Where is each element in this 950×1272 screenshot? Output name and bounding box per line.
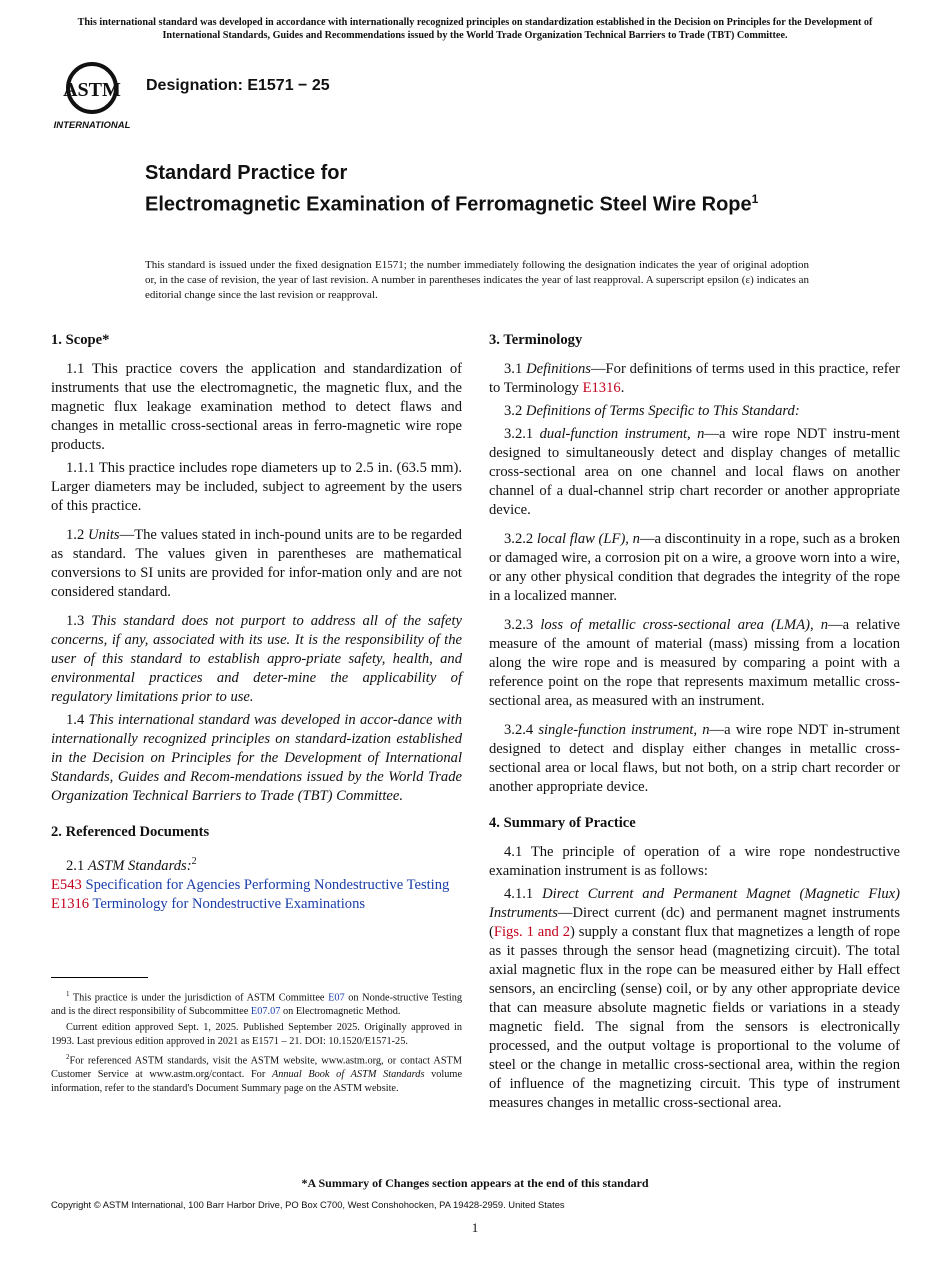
ref-link-e1316[interactable]: E1316 Terminology for Nondestructive Examinations [51,895,366,912]
document-title [145,160,905,218]
link-e07[interactable]: E07 [328,992,345,1004]
footnote-divider [51,977,148,978]
para-4-1-1: 4.1.1 Direct Current and Permanent Magnet (Magnetic Flux) Instruments—Direct current (dc) and permanent magnet instruments (Figs. 1 and 2) supply a constant flux that magnetizes a length of rope as it passes through the sensor head (magnetizing circuit). The total axial magnetic flux in the rope can be measured either by Hall effect sensors, an encircling (sense) coil, or by any other appropriate device that can measure absolute magnetic fields or variations in a steady magnetic field. The signal from the sensors is electronically processed, and the output voltage is proportional to the volume of steel or the change in metallic cross-sectional area, within the region of influence of the magnetizing circuit. This type of instrument measures changes in metallic cross-sectional area. [489,886,900,1111]
copyright: Copyright © ASTM International, 100 Barr Harbor Drive, PO Box C700, West Conshohocken, PA 19428-2959. United States [51,1199,565,1210]
footnote-edition: Current edition approved Sept. 1, 2025. Published September 2025. Originally approved in 1993. Last previous edition approved in 2021 as E1571 – 21. DOI: 10.1520/E1571-25. [51,1022,462,1047]
para-3-2: 3.2 Definitions of Terms Specific to This Standard: [504,403,800,419]
title-line1: Standard Practice for [145,162,348,184]
page-number: 1 [471,1220,479,1235]
para-1-1: 1.1 This practice covers the application and standardization of instruments that use the electromagnetic, the magnetic flux, and the magnetic flux leakage examination method to detect flaws and changes in metallic cross-sectional areas in ferro-magnetic wire rope products. [51,361,462,453]
left-column [51,330,462,914]
para-1-3: 1.3 This standard does not purport to address all of the safety concerns, if any, associated with its use. It is the responsibility of the user of this standard to establish appro-priate safety, health, and environmental practices and deter-mine the applicability of regulatory limitations prior to use. [51,613,462,705]
title-footnote-ref[interactable]: 1 [751,192,759,206]
summary-of-changes-note: *A Summary of Changes section appears at the end of this standard [301,1176,649,1190]
logo-mark: ASTM [63,79,121,101]
section-heading-scope: 1. Scope* [51,332,110,348]
para-3-2-2: 3.2.2 local flaw (LF), n—a discontinuity in a rope, such as a broken or damaged wire, a corrosion pit on a wire, a groove worn into a wire, or any other physical condition that degrades the integrity of the rope in a localized manner. [489,531,900,604]
para-1-1-1: 1.1.1 This practice includes rope diameters up to 2.5 in. (63.5 mm). Larger diameters may be included, subject to agreement by the users of this practice. [51,460,462,514]
para-3-2-1: 3.2.1 dual-function instrument, n—a wire rope NDT instru-ment designed to simultaneously detect and display changes of metallic cross-sectional area on one channel and local flaws on another channel of a dual-channel strip chart recorder or another appropriate device. [489,426,900,518]
standards-banner: This international standard was developed in accordance with internationally recognized principles on standardization established in the Decision on Principles for the Development of International Standards, Guides and Recommendations issued by the World Trade Organization Technical Barriers to Trade (TBT) Committee. [77,17,873,41]
logo-text: INTERNATIONAL [53,120,131,131]
designation: Designation: E1571 − 25 [146,77,330,94]
link-figs-1-2[interactable]: Figs. 1 and 2 [493,924,571,940]
link-e1316[interactable]: E1316 [582,380,621,396]
section-heading-summary: 4. Summary of Practice [489,815,636,831]
para-2-1: 2.1 ASTM Standards:$^2$ [66,856,197,874]
para-3-2-4: 3.2.4 single-function instrument, n—a wire rope NDT in-strument designed to detect and display either changes in metallic cross-sectional area or local flaws, but not both, on a strip chart recorder or another appropriate device. [489,722,900,795]
footnote-2: $^2$For referenced ASTM standards, visit the ASTM website, www.astm.org, or contact ASTM Customer Service at www.astm.org/contact. For Annual Book of ASTM Standards volume information, refer to the standard's Document Summary page on the ASTM website. [51,1053,463,1094]
ref-link-e543[interactable]: E543 Specification for Agencies Performing Nondestructive Testing [51,876,450,893]
para-3-1: 3.1 Definitions—For definitions of terms used in this practice, refer to Terminology E1316. [489,361,900,396]
para-4-1: 4.1 The principle of operation of a wire rope nondestructive examination instrument is as follows: [489,844,900,879]
link-e07-07[interactable]: E07.07 [250,1005,281,1017]
footnotes [51,988,462,1098]
issuance-notice: This standard is issued under the fixed designation E1571; the number immediately following the designation indicates the year of original adoption or, in the case of revision, the year of last revision. A number in parentheses indicates the year of last reapproval. A superscript epsilon (ε) indicates an editorial change since the last revision or reapproval. [145,259,809,301]
astm-logo [52,56,136,132]
section-heading-terminology: 3. Terminology [489,332,583,348]
para-1-4: 1.4 This international standard was developed in accor-dance with internationally recognized principles on standard-ization established in the Decision on Principles for the Development of International Standards, Guides and Recom-mendations issued by the World Trade Organization Technical Barriers to Trade (TBT) Committee. [51,712,463,804]
footnote-1: $^1$ This practice is under the jurisdiction of ASTM Committee E07 on Nonde-structive Testing and is the direct responsibility of Subcommittee E07.07 on Electromagnetic Method. [51,990,463,1017]
para-3-2-3: 3.2.3 loss of metallic cross-sectional area (LMA), n—a relative measure of the amount of material (mass) missing from a location along the wire rope and is measured by comparing a point with a reference point on the rope that represents maximum metallic cross-sectional area, as measured with an instrument. [489,617,900,709]
title-line2: Electromagnetic Examination of Ferromagnetic Steel Wire Rope$^1$ [145,192,759,216]
section-heading-referenced-documents: 2. Referenced Documents [51,824,210,840]
right-column [489,330,900,1117]
para-1-2: 1.2 Units—The values stated in inch-pound units are to be regarded as standard. The values given in parentheses are mathematical conversions to SI units are provided for infor-mation only and are not considered standard. [51,527,462,600]
